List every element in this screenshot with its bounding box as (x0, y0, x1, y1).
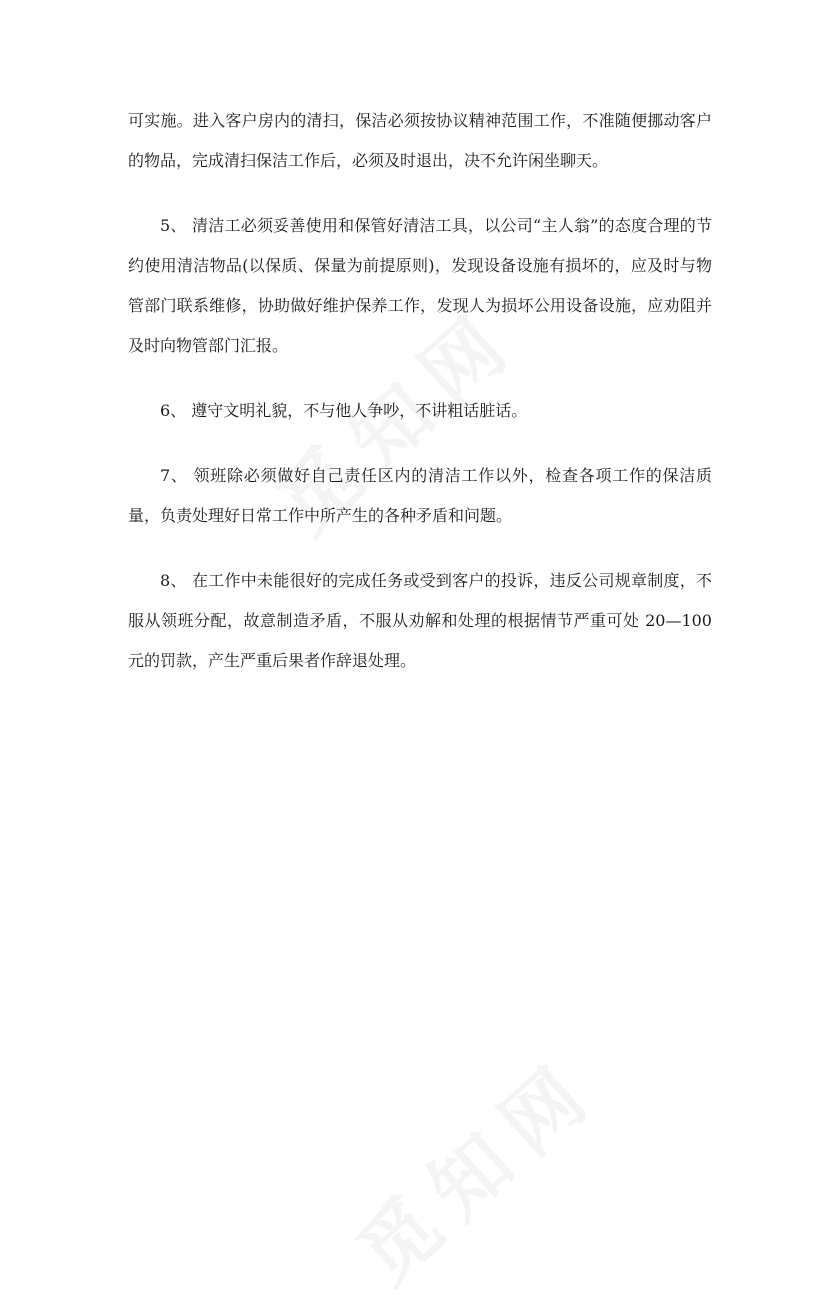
paragraph-spacer (128, 366, 712, 391)
paragraph-item-7: 7、 领班除必须做好自己责任区内的清洁工作以外，检查各项工作的保洁质量，负责处理好日常工作中所产生的各种矛盾和问题。 (128, 466, 712, 525)
paragraph-item-5: 5、 清洁工必须妥善使用和保管好清洁工具，以公司“主人翁”的态度合理的节约使用清洁物品(以保质、保量为前提原则)，发现设备设施有损坏的，应及时与物管部门联系维修，协助做好维护保养工作，发现人为损坏公用设备设施，应劝阻并及时向物管部门汇报。 (128, 216, 712, 355)
paragraph-spacer (128, 181, 712, 206)
paragraph-item-8: 8、 在工作中未能很好的完成任务或受到客户的投诉，违反公司规章制度，不服从领班分配，故意制造矛盾，不服从劝解和处理的根据情节严重可处 20—100 元的罚款，产生严重后果者作辞退处理。 (128, 571, 712, 670)
paragraph-continuation: 可实施。进入客户房内的清扫，保洁必须按协议精神范围工作，不准随便挪动客户的物品，完成清扫保洁工作后，必须及时退出，决不允许闲坐聊天。 (128, 111, 712, 170)
watermark (330, 1028, 619, 1304)
paragraph-item-6: 6、 遵守文明礼貌，不与他人争吵，不讲粗话脏话。 (160, 401, 528, 420)
document-body (128, 101, 712, 681)
paragraph-spacer (128, 431, 712, 456)
paragraph-spacer (128, 536, 712, 561)
